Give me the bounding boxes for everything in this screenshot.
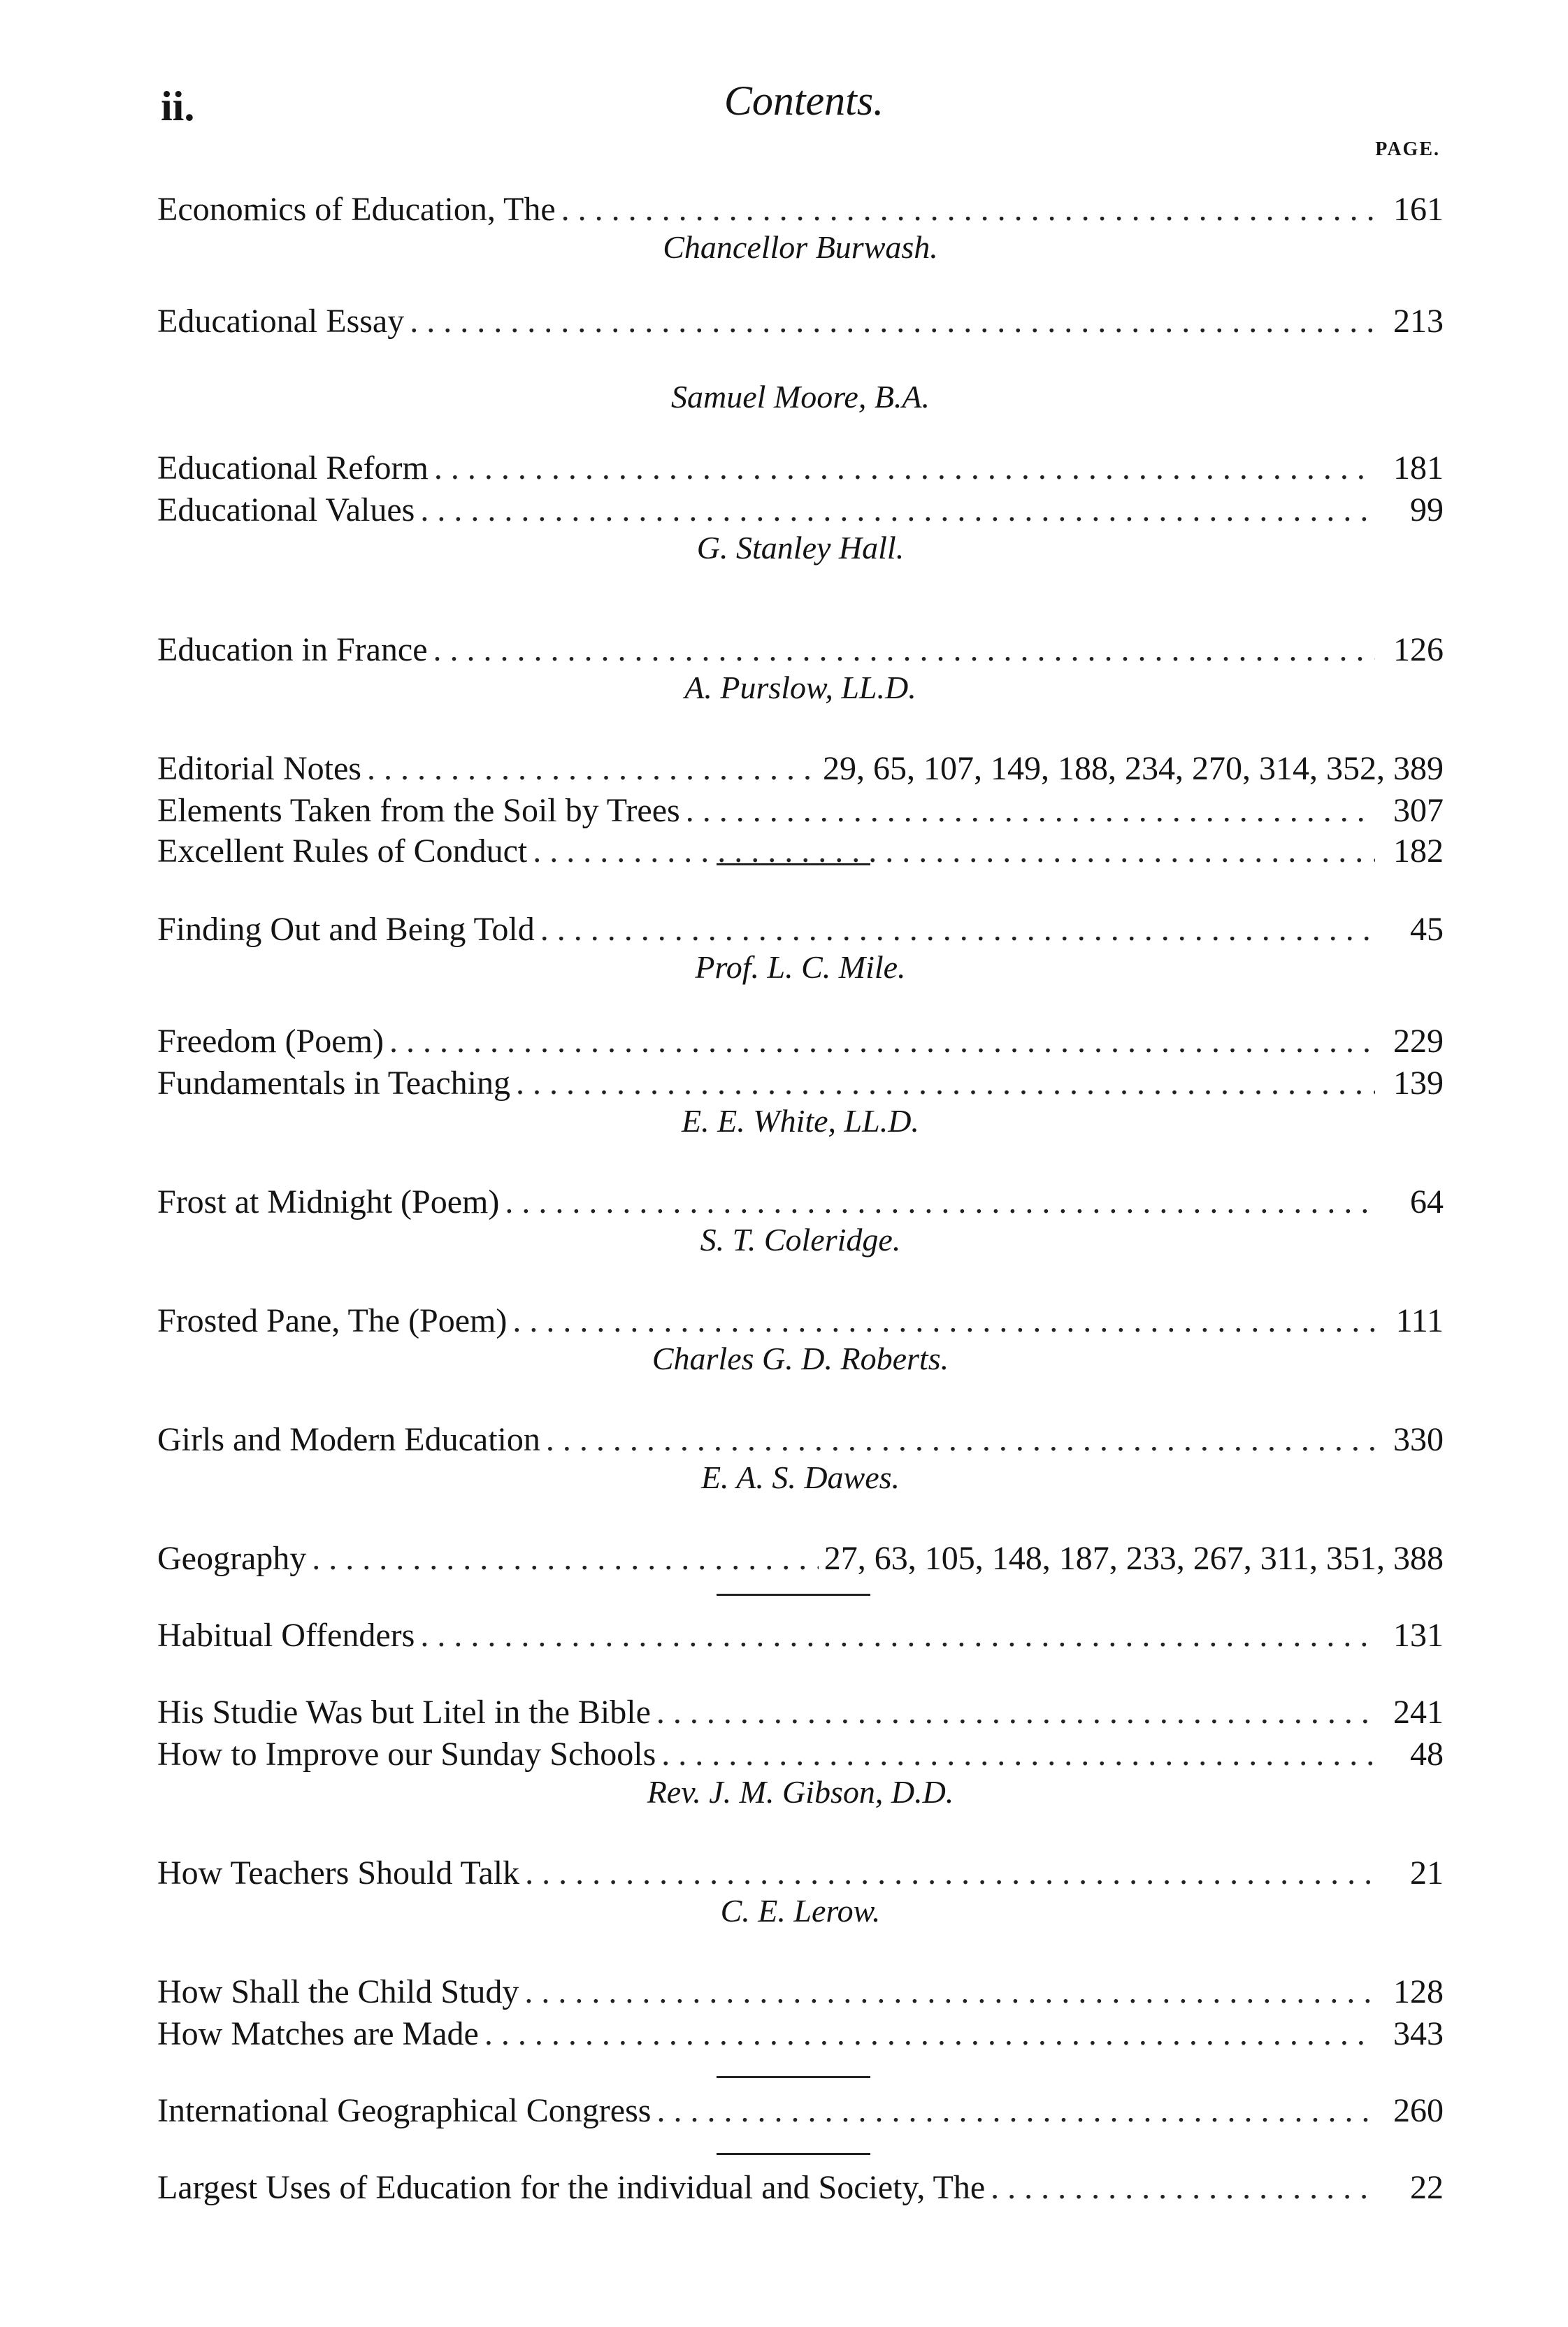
entry-title: Educational Essay — [157, 303, 405, 340]
entry-pages: 128 — [1393, 1973, 1444, 2010]
toc-entry — [157, 1181, 1444, 1223]
dot-leader — [656, 1692, 1375, 1734]
dot-leader — [686, 790, 1375, 832]
entry-pages: 64 — [1410, 1183, 1444, 1220]
dot-leader — [420, 489, 1375, 531]
entry-pages: 241 — [1393, 1694, 1444, 1731]
toc-entry — [157, 1971, 1444, 2013]
entry-author: E. A. S. Dawes. — [700, 1460, 900, 1495]
toc-entry — [157, 2013, 1444, 2055]
entry-title: Habitual Offenders — [157, 1617, 415, 1654]
entry-pages: 139 — [1393, 1065, 1444, 1102]
entry-pages: 161 — [1393, 191, 1444, 228]
entry-title: Education in France — [157, 631, 428, 668]
entry-title: How Matches are Made — [157, 2015, 479, 2052]
entry-title: Geography — [157, 1540, 307, 1577]
dot-leader — [410, 301, 1375, 343]
toc-entry — [157, 1692, 1444, 1734]
entry-title: Frost at Midnight (Poem) — [157, 1183, 500, 1220]
dot-leader — [484, 2013, 1375, 2055]
dot-leader — [561, 189, 1375, 231]
toc-entry — [157, 189, 1444, 231]
entry-title: His Studie Was but Litel in the Bible — [157, 1694, 651, 1731]
toc-entry — [157, 1615, 1444, 1657]
entry-title: How Teachers Should Talk — [157, 1854, 520, 1892]
entry-author: Charles G. D. Roberts. — [652, 1341, 949, 1376]
toc-entry — [157, 1021, 1444, 1062]
toc-entry — [157, 790, 1444, 832]
dot-leader — [540, 909, 1375, 951]
toc-entry — [157, 748, 1444, 790]
entry-author: G. Stanley Hall. — [696, 530, 905, 565]
dot-leader — [433, 629, 1375, 671]
dot-leader — [512, 1300, 1375, 1342]
entry-title: How to Improve our Sunday Schools — [157, 1736, 656, 1773]
page-column-label: PAGE. — [1375, 138, 1440, 160]
toc-entry — [157, 1538, 1444, 1580]
toc-entry — [157, 629, 1444, 671]
toc-entry — [157, 2090, 1444, 2132]
entry-pages: 27, 63, 105, 148, 187, 233, 267, 311, 351, 388 — [823, 1540, 1444, 1577]
entry-title: Girls and Modern Education — [157, 1421, 540, 1458]
entry-title: Educational Reform — [157, 449, 429, 487]
entry-pages: 213 — [1393, 303, 1444, 340]
entry-pages: 182 — [1393, 833, 1444, 870]
entry-pages: 29, 65, 107, 149, 188, 234, 270, 314, 352, 389 — [823, 750, 1444, 787]
dot-leader — [516, 1062, 1375, 1104]
dot-leader — [505, 1181, 1375, 1223]
entry-pages: 99 — [1410, 491, 1444, 528]
entry-title: Fundamentals in Teaching — [157, 1065, 510, 1102]
toc-entry — [157, 2167, 1444, 2209]
entry-title: Largest Uses of Education for the individual and Society, The — [157, 2169, 986, 2206]
entry-title: Freedom (Poem) — [157, 1023, 384, 1060]
entry-title: Educational Values — [157, 491, 415, 528]
toc-entry — [157, 1062, 1444, 1104]
entry-pages: 307 — [1393, 792, 1444, 829]
entry-title: Economics of Education, The — [157, 191, 556, 228]
dot-leader — [312, 1538, 819, 1580]
entry-pages: 45 — [1410, 911, 1444, 948]
entry-author: C. E. Lerow. — [720, 1893, 881, 1929]
toc-entry — [157, 301, 1444, 343]
dot-leader — [656, 2090, 1375, 2132]
running-title: Contents. — [724, 78, 884, 124]
dot-leader — [546, 1419, 1375, 1461]
dot-leader — [533, 830, 1375, 872]
dot-leader — [434, 447, 1375, 489]
entry-pages: 260 — [1393, 2092, 1444, 2129]
section-divider — [717, 1594, 870, 1596]
entry-title: Elements Taken from the Soil by Trees — [157, 792, 680, 829]
entry-pages: 343 — [1393, 2015, 1444, 2052]
page-header — [161, 77, 1447, 160]
toc-entry — [157, 489, 1444, 531]
toc-entry — [157, 1734, 1444, 1775]
dot-leader — [524, 1971, 1375, 2013]
toc-entry — [157, 1300, 1444, 1342]
page-number: ii. — [161, 83, 195, 129]
entry-title: International Geographical Congress — [157, 2092, 652, 2129]
dot-leader — [525, 1852, 1375, 1894]
entry-author: A. Purslow, LL.D. — [684, 670, 916, 705]
dot-leader — [991, 2167, 1375, 2209]
entry-author: Samuel Moore, B.A. — [670, 379, 930, 415]
toc-entry — [157, 830, 1444, 872]
section-divider — [717, 863, 870, 865]
toc-entry — [157, 447, 1444, 489]
entry-pages: 21 — [1410, 1854, 1444, 1892]
entry-title: Editorial Notes — [157, 750, 361, 787]
entry-title: Frosted Pane, The (Poem) — [157, 1302, 508, 1339]
dot-leader — [367, 748, 817, 790]
dot-leader — [661, 1734, 1375, 1775]
entry-author: Rev. J. M. Gibson, D.D. — [647, 1774, 954, 1810]
entry-author: Prof. L. C. Mile. — [695, 949, 906, 985]
entry-author: Chancellor Burwash. — [663, 229, 938, 265]
entry-pages: 126 — [1393, 631, 1444, 668]
entry-title: Excellent Rules of Conduct — [157, 833, 528, 870]
dot-leader — [420, 1615, 1375, 1657]
entry-title: Finding Out and Being Told — [157, 911, 535, 948]
entry-title: How Shall the Child Study — [157, 1973, 519, 2010]
entry-author: E. E. White, LL.D. — [682, 1103, 919, 1139]
entry-pages: 229 — [1393, 1023, 1444, 1060]
toc-entry — [157, 1852, 1444, 1894]
toc-entry — [157, 1419, 1444, 1461]
entry-pages: 181 — [1393, 449, 1444, 487]
entry-pages: 48 — [1410, 1736, 1444, 1773]
dot-leader — [389, 1021, 1375, 1062]
toc-entry — [157, 909, 1444, 951]
entry-pages: 22 — [1410, 2169, 1444, 2206]
entry-pages: 131 — [1393, 1617, 1444, 1654]
entry-author: S. T. Coleridge. — [700, 1222, 901, 1258]
entry-pages: 111 — [1395, 1302, 1444, 1339]
section-divider — [717, 2076, 870, 2078]
section-divider — [717, 2153, 870, 2155]
entry-pages: 330 — [1393, 1421, 1444, 1458]
